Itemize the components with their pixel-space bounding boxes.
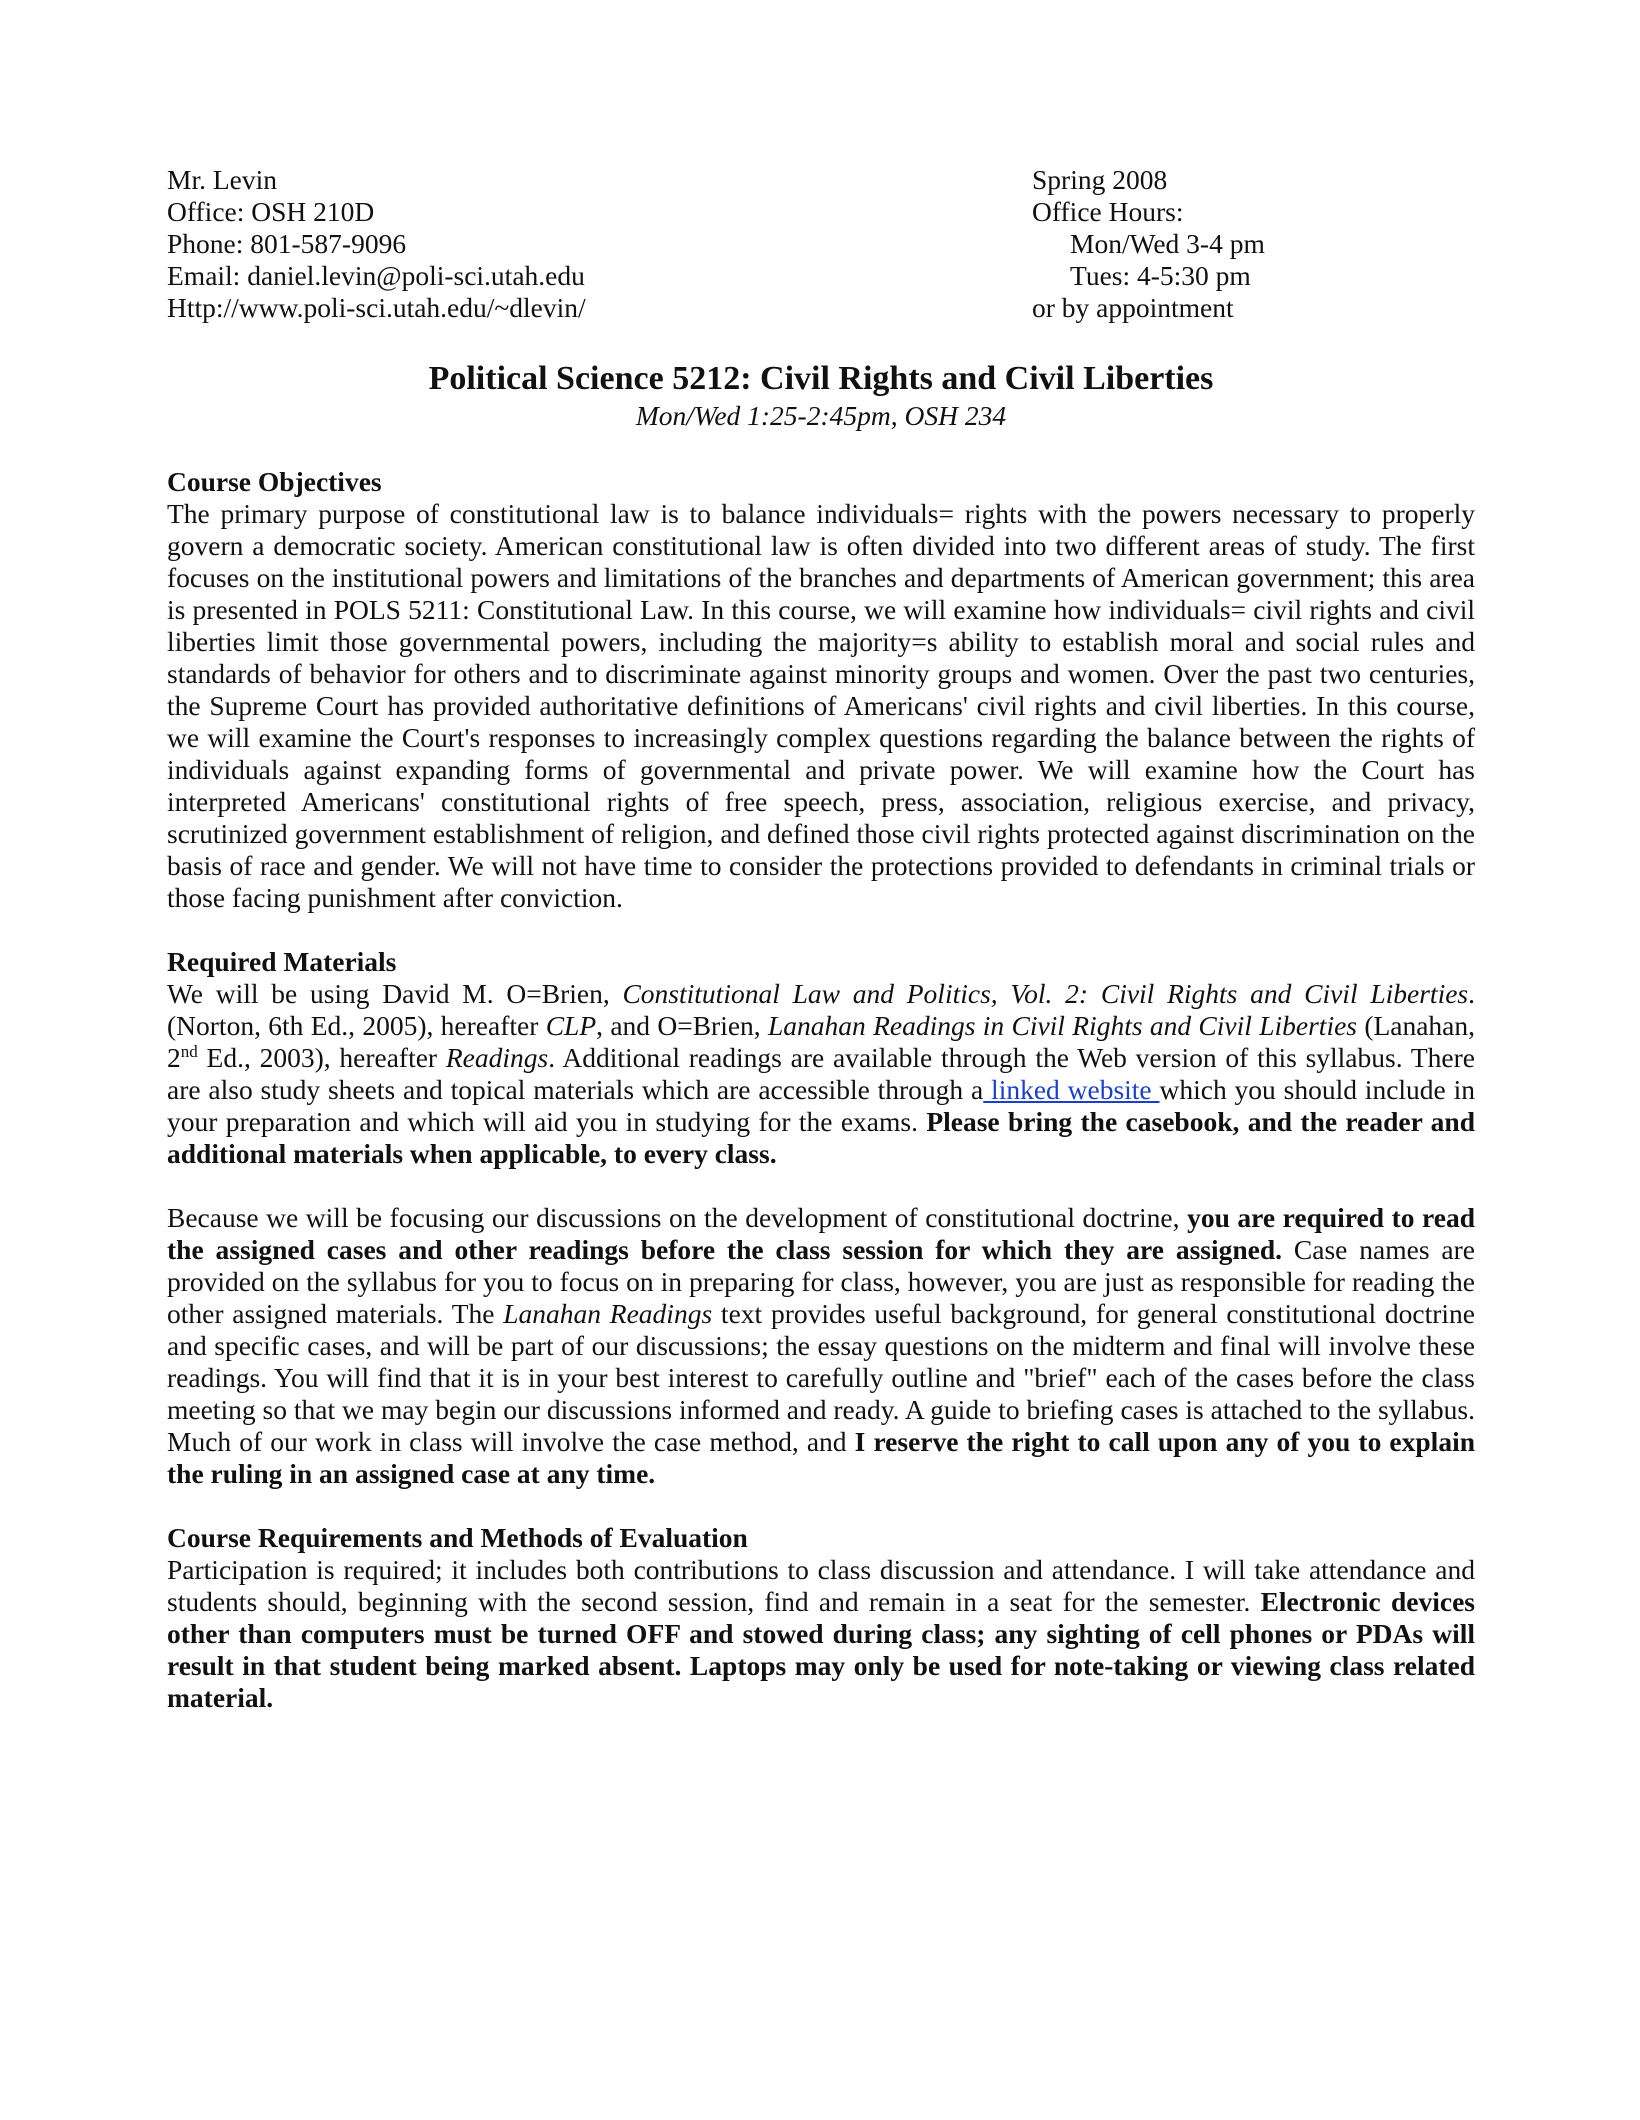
lanahan-readings-title: Lanahan Readings bbox=[503, 1298, 713, 1329]
office-location: Office: OSH 210D bbox=[167, 196, 375, 227]
materials-text: which you should include in your preparation and which will aid you in studying for the exams. bbox=[167, 1074, 1475, 1137]
office-hours-appointment: or by appointment bbox=[1032, 292, 1234, 323]
materials-text: Ed., 2003), hereafter bbox=[197, 1042, 446, 1073]
syllabus-body bbox=[167, 466, 1475, 1746]
course-title: Political Science 5212: Civil Rights and Civil Liberties bbox=[428, 360, 1214, 397]
course-requirements-heading: Course Requirements and Methods of Evaluation bbox=[167, 1522, 748, 1553]
office-hours-tues: Tues: 4-5:30 pm bbox=[1070, 260, 1251, 291]
phone-number: Phone: 801-587-9096 bbox=[167, 228, 407, 259]
linked-website-link[interactable]: linked website bbox=[983, 1074, 1160, 1105]
reader-title: Lanahan Readings in Civil Rights and Civil Liberties bbox=[768, 1010, 1357, 1041]
reading-text: Because we will be focusing our discussions on the development of constitutional doctrine, bbox=[167, 1202, 1188, 1233]
office-hours-mon-wed: Mon/Wed 3-4 pm bbox=[1070, 228, 1265, 259]
required-materials-text bbox=[167, 978, 1475, 1170]
materials-bold-note: Please bring the casebook, and the reader and additional materials when applicable, to every class. bbox=[167, 1106, 1475, 1169]
casebook-title: Constitutional Law and Politics, Vol. 2: Civil Rights and Civil Liberties bbox=[622, 978, 1469, 1009]
course-title-block bbox=[167, 358, 1475, 432]
materials-text: We will be using David M. O=Brien, bbox=[167, 978, 623, 1009]
course-objectives-section bbox=[167, 466, 1475, 914]
required-materials-heading: Required Materials bbox=[167, 946, 397, 977]
reading-expectations-section bbox=[167, 1202, 1475, 1490]
electronic-devices-policy: Electronic devices other than computers must be turned OFF and stowed during class; any sighting of cell phones or PDAs will result in that student being marked absent. Laptops may only be used for note-taking or viewing class related material. bbox=[167, 1586, 1475, 1713]
term-and-hours bbox=[1032, 164, 1265, 324]
course-requirements-text bbox=[167, 1554, 1475, 1714]
reader-abbrev: Readings bbox=[445, 1042, 549, 1073]
edition-superscript: nd bbox=[180, 1041, 198, 1061]
reading-text: text provides useful background, for general constitutional doctrine and specific cases, and will be part of our discussions; the essay questions on the midterm and final will involve these readings. You will find that it is in your best interest to carefully outline and "brief" each of the cases before the class meeting so that we may begin our discussions informed and ready. A guide to briefing cases is attached to the syllabus. Much of our work in class will involve the case method, and bbox=[167, 1298, 1475, 1457]
email-address: Email: daniel.levin@poli-sci.utah.edu bbox=[167, 260, 585, 291]
reading-text: Case names are provided on the syllabus for you to focus on in preparing for class, however, you are just as responsible for reading the other assigned materials. The bbox=[167, 1234, 1475, 1329]
instructor-name: Mr. Levin bbox=[167, 164, 277, 195]
course-objectives-text: The primary purpose of constitutional law is to balance individuals= rights with the powers necessary to properly govern a democratic society. American constitutional law is often divided into two different areas of study. The first focuses on the institutional powers and limitations of the branches and departments of American government; this area is presented in POLS 5211: Constitutional Law. In this course, we will examine how individuals= civil rights and civil liberties limit those governmental powers, including the majority=s ability to establish moral and social rules and standards of behavior for others and to discriminate against minority groups and women. Over the past two centuries, the Supreme Court has provided authoritative definitions of Americans' civil rights and civil liberties. In this course, we will examine the Court's responses to increasingly complex questions regarding the balance between the rights of individuals against expanding forms of governmental and private power. We will examine how the Court has interpreted Americans' constitutional rights of free speech, press, association, religious exercise, and privacy, scrutinized government establishment of religion, and defined those civil rights protected against discrimination on the basis of race and gender. We will not have time to consider the protections provided to defendants in criminal trials or those facing punishment after conviction. bbox=[167, 498, 1475, 913]
materials-text: (Lanahan, 2 bbox=[167, 1010, 1476, 1073]
course-schedule: Mon/Wed 1:25-2:45pm, OSH 234 bbox=[635, 400, 1007, 431]
required-materials-section bbox=[167, 946, 1475, 1170]
requirements-text: Participation is required; it includes both contributions to class discussion and attendance. I will take attendance and students should, beginning with the second session, find and remain in a seat for the semester. bbox=[167, 1554, 1475, 1617]
casebook-abbrev: CLP bbox=[545, 1010, 597, 1041]
reading-requirement-bold: you are required to read the assigned cases and other readings before the class session for which they are assigned. bbox=[167, 1202, 1475, 1265]
term-label: Spring 2008 bbox=[1032, 164, 1168, 195]
materials-text: . (Norton, 6th Ed., 2005), hereafter bbox=[167, 978, 1475, 1041]
materials-text: . Additional readings are available through the Web version of this syllabus. There are also study sheets and topical materials which are accessible through a bbox=[167, 1042, 1475, 1105]
case-method-bold: I reserve the right to call upon any of you to explain the ruling in an assigned case at any time. bbox=[167, 1426, 1475, 1489]
reading-expectations-text bbox=[167, 1202, 1475, 1490]
office-hours-label: Office Hours: bbox=[1032, 196, 1184, 227]
course-objectives-heading: Course Objectives bbox=[167, 466, 382, 497]
materials-text: , and O=Brien, bbox=[596, 1010, 768, 1041]
instructor-info bbox=[167, 164, 586, 324]
course-requirements-section bbox=[167, 1522, 1475, 1714]
website-url: Http://www.poli-sci.utah.edu/~dlevin/ bbox=[167, 292, 586, 323]
